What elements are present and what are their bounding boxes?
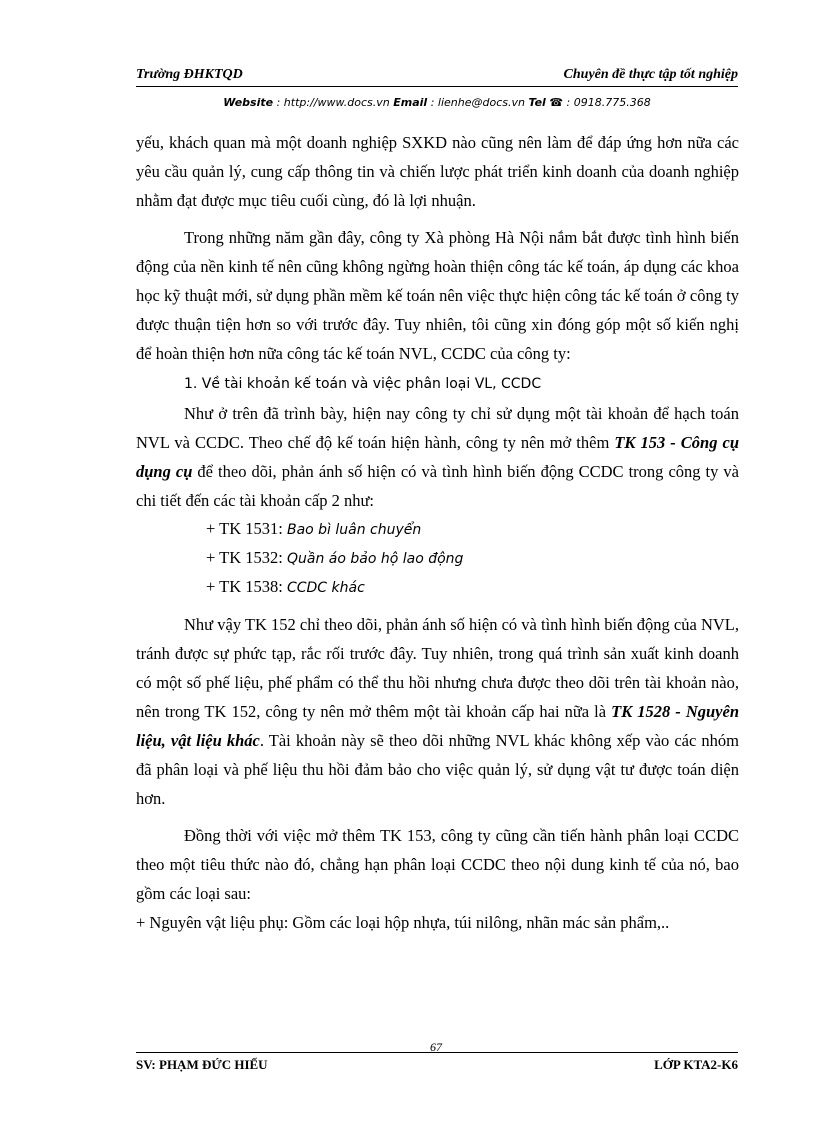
section-heading: 1. Về tài khoản kế toán và việc phân loại VL, CCDC xyxy=(184,376,542,392)
tel-label: Tel xyxy=(528,96,546,109)
paragraph-4-text-c: . Tài khoản này sẽ theo dõi những NVL khác không xếp vào các nhóm đã phân loại và phế liệu thu hồi đảm bảo cho việc quản lý, sử dụng vật tư được toán diện hơn. xyxy=(136,731,739,808)
paragraph-3 xyxy=(136,399,739,515)
header-contact xyxy=(136,96,738,109)
footer-student: SV: PHẠM ĐỨC HIẾU xyxy=(136,1057,268,1072)
paragraph-2: Trong những năm gần đây, công ty Xà phòng Hà Nội nắm bắt được tình hình biến động của nền kinh tế nên cũng không ngừng hoàn thiện công tác kế toán, áp dụng các khoa học kỹ thuật mới, sử dụng phần mềm kế toán nên việc thực hiện công tác kế toán ở công ty được thuận tiện hơn so với trước đây. Tuy nhiên, tôi cũng xin đóng góp một số kiến nghị để hoàn thiện hơn nữa công tác kế toán NVL, CCDC của công ty: xyxy=(136,228,739,363)
list-item xyxy=(136,544,739,573)
phone-icon: ☎ xyxy=(549,96,564,109)
account-name: Quần áo bảo hộ lao động xyxy=(286,551,464,567)
website-label: Website xyxy=(223,96,274,109)
document-body xyxy=(136,128,739,937)
footer-class: LỚP KTA2-K6 xyxy=(654,1057,738,1072)
tel-value: : 0918.775.368 xyxy=(563,96,651,109)
website-value: : http://www.docs.vn xyxy=(273,96,394,109)
account-code: + TK 1532: xyxy=(206,548,287,567)
page-number: 67 xyxy=(430,1040,442,1054)
account-code: + TK 1531: xyxy=(206,519,287,538)
paragraph-4 xyxy=(136,610,739,813)
paragraph-3-text-c: để theo dõi, phản ánh số hiện có và tình hình biến động CCDC trong công ty và chi tiết đến các tài khoản cấp 2 như: xyxy=(136,462,739,510)
header-title: Chuyên đề thực tập tốt nghiệp xyxy=(563,67,738,82)
email-label: Email xyxy=(393,96,428,109)
account-153-name: TK 153 - Công cụ dụng cụ xyxy=(136,433,739,481)
header-school: Trường ĐHKTQD xyxy=(136,67,243,82)
paragraph-1: yếu, khách quan mà một doanh nghiệp SXKD nào cũng nên làm để đáp ứng hơn nữa các yêu cầu quản lý, cung cấp thông tin và chiến lược phát triển kinh doanh của doanh nghiệp nhằm đạt được mục tiêu cuối cùng, đó là lợi nhuận. xyxy=(136,133,739,210)
page-header xyxy=(136,66,738,87)
paragraph-6: + Nguyên vật liệu phụ: Gồm các loại hộp nhựa, túi nilông, nhãn mác sản phẩm,.. xyxy=(136,913,670,932)
account-name: CCDC khác xyxy=(286,580,365,596)
account-1528-name: TK 1528 - Nguyên liệu, vật liệu khác xyxy=(136,702,739,750)
list-item xyxy=(136,573,739,602)
paragraph-3-text-a: Như ở trên đã trình bày, hiện nay công ty chỉ sử dụng một tài khoản để hạch toán NVL và CCDC. Theo chế độ kế toán hiện hành, công ty nên mở thêm xyxy=(136,404,739,452)
paragraph-4-text-a: Như vậy TK 152 chỉ theo dõi, phản ánh số hiện có và tình hình biến động của NVL, tránh được sự phức tạp, rắc rối trước đây. Tuy nhiên, trong quá trình sản xuất kinh doanh có một số phế liệu, phế phẩm có thể thu hồi nhưng chưa được theo dõi trên tài khoản nào, nên trong TK 152, công ty nên mở thêm một tài khoản cấp hai nữa là xyxy=(136,615,739,721)
list-item xyxy=(136,515,739,544)
account-name: Bao bì luân chuyển xyxy=(286,522,422,538)
account-code: + TK 1538: xyxy=(206,577,287,596)
paragraph-5: Đồng thời với việc mở thêm TK 153, công ty cũng cần tiến hành phân loại CCDC theo một tiêu thức nào đó, chẳng hạn phân loại CCDC theo nội dung kinh tế của nó, bao gồm các loại sau: xyxy=(136,826,739,903)
email-value: : lienhe@docs.vn xyxy=(427,96,529,109)
page-footer xyxy=(136,1052,738,1073)
